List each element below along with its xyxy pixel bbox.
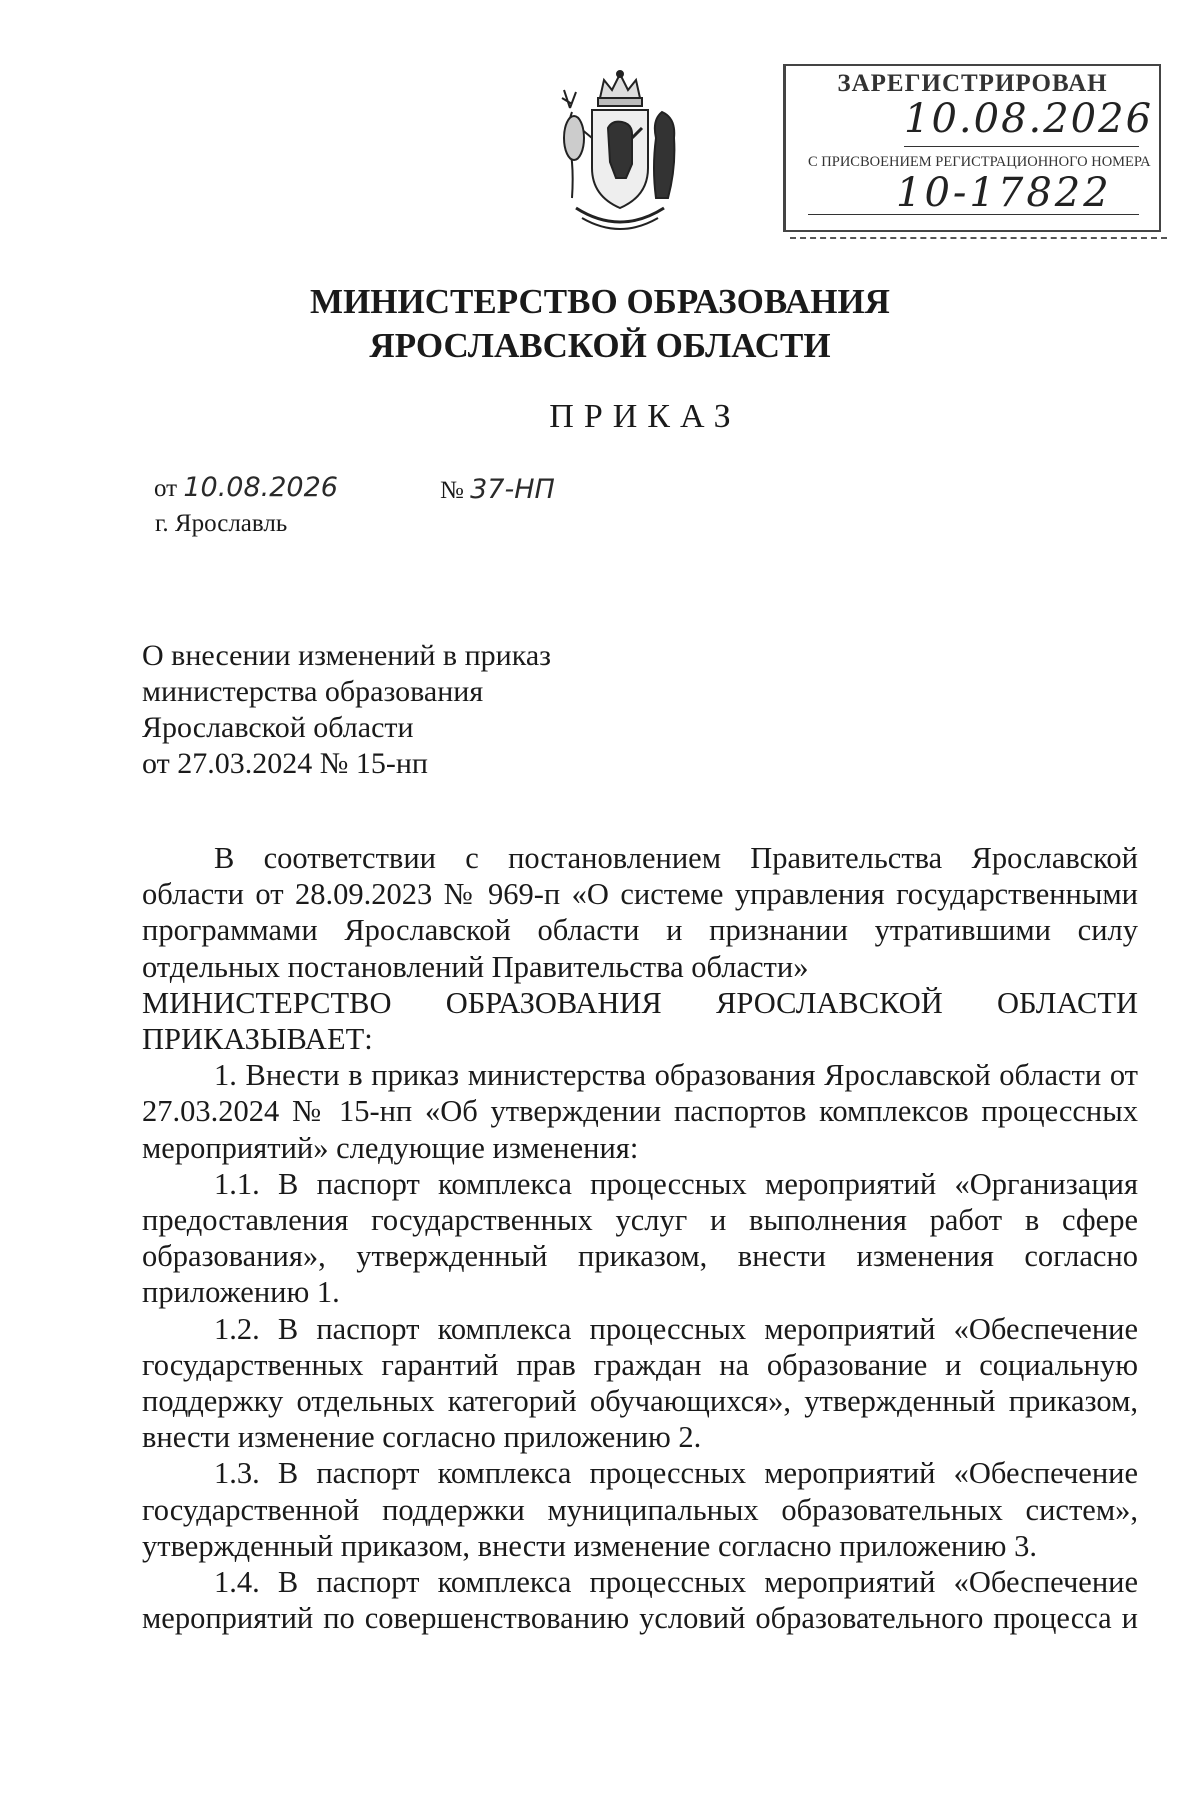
stamp-divider <box>808 214 1139 215</box>
subject-line: О внесении изменений в приказ <box>142 639 551 672</box>
document-type: ПРИКАЗ <box>549 398 741 435</box>
order-item-1-3: 1.3. В паспорт комплекса процессных мероприятий «Обеспечение государственной поддержки муниципальных образовательных систем», утвержденный приказом, внести изменение согласно приложению 3. <box>142 1456 1138 1563</box>
ordering-authority: МИНИСТЕРСТВО ОБРАЗОВАНИЯ ЯРОСЛАВСКОЙ ОБЛАСТИ <box>142 985 1138 1020</box>
subject-line: Ярославской области <box>142 711 414 744</box>
order-item-1: 1. Внести в приказ министерства образования Ярославской области от 27.03.2024 № 15-нп «Об утверждении паспортов комплексов процессных мероприятий» следующие изменения: <box>142 1058 1138 1165</box>
order-number-value: 37-НП <box>470 474 555 505</box>
order-city: г. Ярославль <box>155 510 288 537</box>
stamp-date: 10.08.2026 <box>904 96 1154 142</box>
order-date-label: от <box>154 475 178 502</box>
preamble-paragraph: В соответствии с постановлением Правительства Ярославской области от 28.09.2023 № 969-п «О системе управления государственными программами Ярославской области и признании утратившими силу отдельных постановлений Правительства области» <box>142 841 1138 984</box>
order-body <box>142 840 1138 1636</box>
registration-stamp <box>783 64 1161 232</box>
stamp-title: ЗАРЕГИСТРИРОВАН <box>837 70 1108 97</box>
coat-of-arms-emblem <box>552 68 688 238</box>
organization-title-line: МИНИСТЕРСТВО ОБРАЗОВАНИЯ <box>310 282 890 321</box>
order-item-1-4: 1.4. В паспорт комплекса процессных мероприятий «Обеспечение мероприятий по совершенствованию условий образовательного процесса и <box>142 1565 1138 1636</box>
stamp-registration-number: 10-17822 <box>896 170 1112 216</box>
organization-title-line: ЯРОСЛАВСКОЙ ОБЛАСТИ <box>369 326 831 365</box>
subject-line: от 27.03.2024 № 15-нп <box>142 747 428 780</box>
order-item-1-2: 1.2. В паспорт комплекса процессных мероприятий «Обеспечение государственных гарантий прав граждан на образование и социальную поддержку отдельных категорий обучающихся», утвержденный приказом, внести изменение согласно приложению 2. <box>142 1311 1138 1455</box>
subject-line: министерства образования <box>142 675 484 708</box>
stamp-divider <box>904 146 1139 147</box>
organization-title <box>0 280 1200 368</box>
order-item-1-1: 1.1. В паспорт комплекса процессных мероприятий «Организация предоставления государственных услуг и выполнения работ в сфере образования», утвержденный приказом, внести изменения согласно приложению 1. <box>142 1166 1138 1310</box>
order-subject <box>142 638 551 782</box>
order-number <box>440 474 555 505</box>
order-date <box>154 472 338 503</box>
stamp-subtitle: С ПРИСВОЕНИЕМ РЕГИСТРАЦИОННОГО НОМЕРА <box>808 154 1151 170</box>
order-date-value: 10.08.2026 <box>183 472 338 503</box>
order-number-label: № <box>440 477 464 504</box>
ordering-verb: ПРИКАЗЫВАЕТ: <box>142 1022 373 1057</box>
